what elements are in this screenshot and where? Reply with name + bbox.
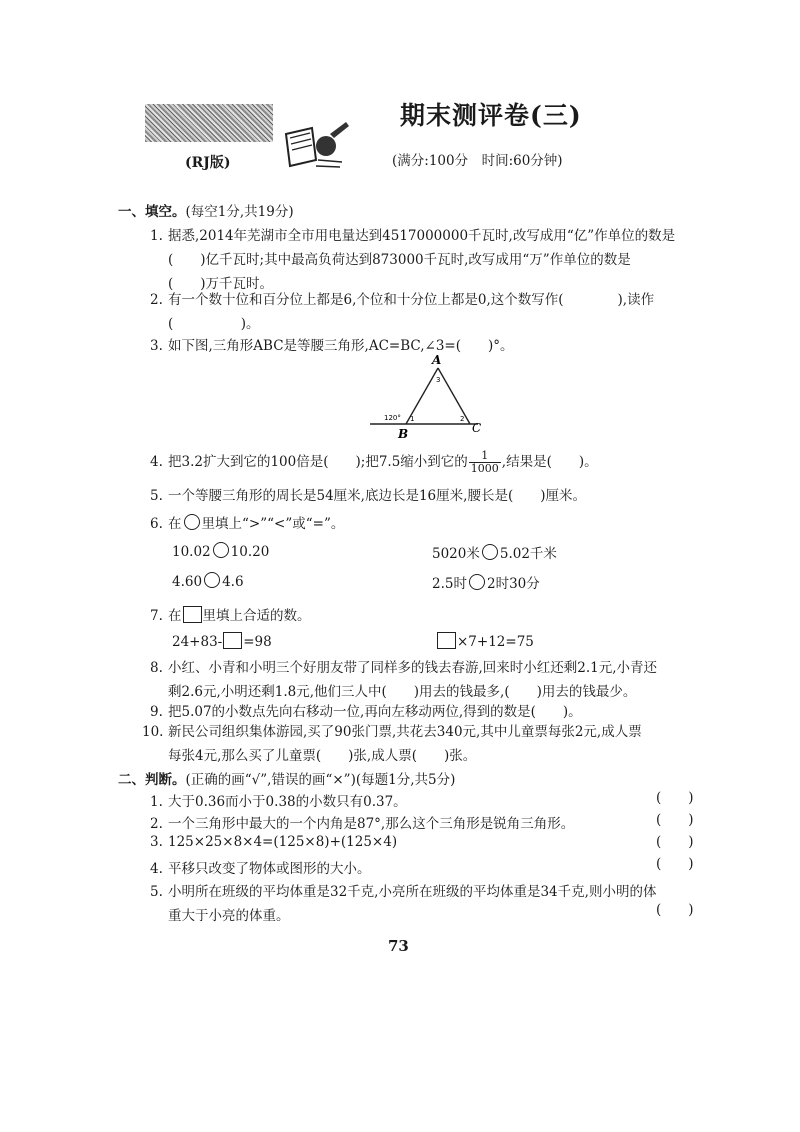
label-b: B bbox=[398, 427, 409, 441]
q1-line2: ( )亿千瓦时;其中最高负荷达到873000千瓦时,改写成用“万”作单位的数是 bbox=[168, 252, 631, 268]
q9-line: 9. 把5.07的小数点先向右移动一位,再向左移动两位,得到的数是( )。 bbox=[150, 704, 582, 720]
section-2-heading bbox=[118, 768, 455, 788]
side-ac bbox=[438, 368, 470, 424]
book-reading-icon bbox=[282, 120, 352, 170]
fraction-1-1000: $\frac{1}{1000}$ bbox=[470, 449, 499, 475]
compare-circle[interactable] bbox=[204, 572, 220, 588]
angle-mark-3: 3 bbox=[436, 376, 441, 384]
angle-mark-2: 2 bbox=[460, 415, 465, 423]
section-2-note: (正确的画“√”,错误的画“×”)(每题1分,共5分) bbox=[185, 772, 456, 788]
judge-item-3: 3. 125×25×8×4=(125×8)+(125×4) bbox=[150, 834, 398, 850]
q10-line2: 每张4元,那么买了儿童票( )张,成人票( )张。 bbox=[168, 748, 477, 764]
compare-circle[interactable] bbox=[469, 574, 485, 590]
q6-compare-1: 10.02 10.20 bbox=[172, 544, 270, 560]
section-1-heading bbox=[118, 200, 294, 220]
judge-item-2: 2. 一个三角形中最大的一个内角是87°,那么这个三角形是锐角三角形。 bbox=[150, 816, 575, 832]
angle-120: 120° bbox=[384, 414, 401, 422]
circle-icon bbox=[184, 514, 200, 530]
q4-line: 4. 把3.2扩大到它的100倍是( );把7.5缩小到它的 $\frac{1}{1000}$ ,结果是( )。 bbox=[150, 449, 598, 475]
label-a: A bbox=[432, 353, 442, 367]
q3-line: 3. 如下图,三角形ABC是等腰三角形,AC=BC,∠3=( )°。 bbox=[150, 338, 514, 354]
q1-line1: 1. 据悉,2014年芜湖市全市用电量达到4517000000千瓦时,改写成用“亿”作单位的数是 bbox=[150, 228, 676, 244]
q5-line: 5. 一个等腰三角形的周长是54厘米,底边长是16厘米,腰长是( )厘米。 bbox=[150, 488, 586, 504]
judge-item-1: 1. 大于0.36而小于0.38的小数只有0.37。 bbox=[150, 794, 407, 810]
judge-item-5: 5. 小明所在班级的平均体重是32千克,小亮所在班级的平均体重是34千克,则小明的体 bbox=[150, 884, 657, 900]
q7-line: 7. 在 里填上合适的数。 bbox=[150, 608, 311, 624]
label-c: C bbox=[472, 421, 482, 435]
judge-answer-1[interactable]: ( ) bbox=[656, 790, 694, 806]
box-icon bbox=[183, 606, 202, 623]
judge-answer-4[interactable]: ( ) bbox=[656, 856, 694, 872]
q6-compare-2: 5020米 5.02千米 bbox=[432, 546, 557, 562]
answer-box[interactable] bbox=[223, 632, 242, 649]
q8-line2: 剩2.6元,小明还剩1.8元,他们三人中( )用去的钱最多,( )用去的钱最少。 bbox=[168, 684, 637, 700]
exam-meta: (满分:100分 时间:60分钟) bbox=[392, 153, 563, 169]
section-1-title: 一、填空。 bbox=[118, 204, 186, 220]
triangle-abc-figure bbox=[370, 352, 500, 444]
judge-answer-3[interactable]: ( ) bbox=[656, 834, 694, 850]
q2-line1: 2. 有一个数十位和百分位上都是6,个位和十分位上都是0,这个数写作( ),读作 bbox=[150, 292, 655, 308]
series-logo-stamp bbox=[145, 104, 273, 142]
judge-item-5-line2: 重大于小亮的体重。 bbox=[168, 908, 290, 924]
q6-compare-3: 4.60 4.6 bbox=[172, 574, 244, 590]
q6-line: 6. 在 里填上“>”“<”或“=”。 bbox=[150, 516, 345, 532]
section-2-title: 二、判断。 bbox=[118, 772, 186, 788]
page-number: 73 bbox=[388, 937, 409, 955]
judge-answer-2[interactable]: ( ) bbox=[656, 812, 694, 828]
q1-line3: ( )万千瓦时。 bbox=[168, 276, 274, 292]
q7-equation-2: ×7+12=75 bbox=[436, 632, 534, 650]
page-title: 期末测评卷(三) bbox=[400, 101, 582, 130]
q8-line1: 8. 小红、小青和小明三个好朋友带了同样多的钱去春游,回来时小红还剩2.1元,小青还 bbox=[150, 660, 658, 676]
judge-answer-5[interactable]: ( ) bbox=[656, 902, 694, 918]
compare-circle[interactable] bbox=[213, 542, 229, 558]
compare-circle[interactable] bbox=[482, 544, 498, 560]
q10-line1: 10. 新民公司组织集体游园,买了90张门票,共花去340元,其中儿童票每张2元,成人票 bbox=[142, 724, 642, 740]
q6-compare-4: 2.5时 2时30分 bbox=[432, 576, 540, 592]
answer-box[interactable] bbox=[437, 632, 456, 649]
angle-mark-1: 1 bbox=[410, 415, 415, 423]
q7-equation-1: 24+83- =98 bbox=[172, 634, 272, 650]
edition-label: (RJ版) bbox=[185, 155, 231, 171]
q2-line2: ( )。 bbox=[168, 316, 260, 332]
section-1-note: (每空1分,共19分) bbox=[185, 204, 294, 220]
judge-item-4: 4. 平移只改变了物体或图形的大小。 bbox=[150, 861, 371, 877]
